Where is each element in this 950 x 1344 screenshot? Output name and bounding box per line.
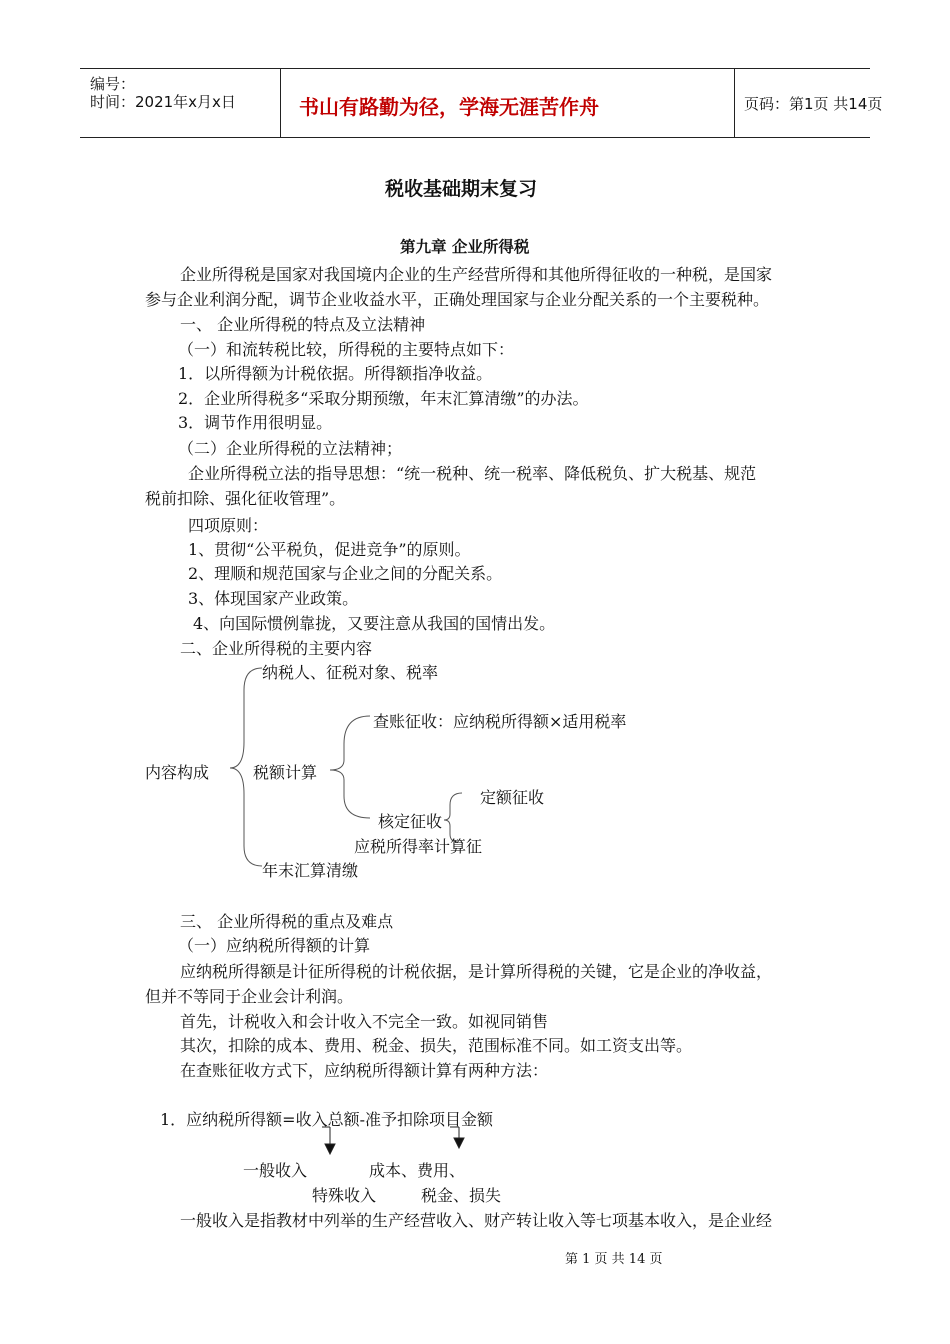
general-income-line: 一般收入是指教材中列举的生产经营收入、财产转让收入等七项基本收入，是企业经 <box>180 1211 773 1230</box>
guideline-line-2: 税前扣除、强化征收管理”。 <box>145 489 346 508</box>
tree-node-calculation: 税额计算 <box>253 763 318 782</box>
principle-2: 2、理顺和规范国家与企业之间的分配关系。 <box>188 564 503 583</box>
tree-node-taxpayer: 纳税人、征税对象、税率 <box>262 663 439 682</box>
principle-4: 4、向国际惯例靠拢，又要注意从我国的国情出发。 <box>193 614 556 633</box>
formula-main: 1．应纳税所得额=收入总额-准予扣除项目金额 <box>160 1110 493 1129</box>
number-label: 编号： <box>90 75 136 93</box>
tree-root: 内容构成 <box>145 763 210 782</box>
income-special: 特殊收入 <box>312 1186 377 1205</box>
subsection-3-1: （一）应纳税所得额的计算 <box>178 936 371 955</box>
tree-node-assessed: 核定征收 <box>378 812 443 831</box>
feature-3: 3．调节作用很明显。 <box>178 413 333 432</box>
methods-intro: 在查账征收方式下，应纳税所得额计算有两种方法： <box>180 1061 549 1080</box>
tree-node-audit: 查账征收：应纳税所得额×适用税率 <box>373 712 627 731</box>
arrow-2-head <box>454 1138 464 1148</box>
principles-label: 四项原则： <box>188 516 269 535</box>
arrow-1-head <box>325 1144 335 1154</box>
section-2-heading: 二、企业所得税的主要内容 <box>180 639 373 658</box>
deduction-tax: 税金、损失 <box>421 1186 502 1205</box>
date-label: 时间：2021年x月x日 <box>90 93 236 111</box>
feature-1: 1．以所得额为计税依据。所得额指净收益。 <box>178 364 493 383</box>
intro-line-2: 参与企业利润分配，调节企业收益水平，正确处理国家与企业分配关系的一个主要税种。 <box>145 290 770 309</box>
document-title: 税收基础期末复习 <box>385 178 538 200</box>
motto-text: 书山有路勤为径，学海无涯苦作舟 <box>299 95 599 119</box>
page-info: 页码：第1页 共14页 <box>744 95 883 113</box>
intro-line-1: 企业所得税是国家对我国境内企业的生产经营所得和其他所得征收的一种税，是国家 <box>180 265 773 284</box>
tree-node-fixed: 定额征收 <box>480 788 545 807</box>
income-general: 一般收入 <box>243 1161 308 1180</box>
feature-2: 2．企业所得税多“采取分期预缴，年末汇算清缴”的办法。 <box>178 389 589 408</box>
subsection-1-1: （一）和流转税比较，所得税的主要特点如下： <box>178 340 515 359</box>
page-footer: 第 1 页 共 14 页 <box>565 1252 663 1267</box>
taxable-income-line-1: 应纳税所得额是计征所得税的计税依据，是计算所得税的关键，它是企业的净收益， <box>180 962 773 981</box>
first-point: 首先，计税收入和会计收入不完全一致。如视同销售 <box>180 1012 549 1031</box>
principle-3: 3、体现国家产业政策。 <box>188 589 359 608</box>
section-1-heading: 一、 企业所得税的特点及立法精神 <box>180 315 426 334</box>
second-point: 其次，扣除的成本、费用、税金、损失，范围标准不同。如工资支出等。 <box>180 1036 693 1055</box>
guideline-line-1: 企业所得税立法的指导思想：“统一税种、统一税率、降低税负、扩大税基、规范 <box>188 464 757 483</box>
tree-node-rate: 应税所得率计算征 <box>354 837 483 856</box>
section-3-heading: 三、 企业所得税的重点及难点 <box>180 912 394 931</box>
tree-node-settlement: 年末汇算清缴 <box>262 861 359 880</box>
subsection-1-2: （二）企业所得税的立法精神； <box>178 439 403 458</box>
taxable-income-line-2: 但并不等同于企业会计利润。 <box>145 987 354 1006</box>
chapter-title: 第九章 企业所得税 <box>400 237 530 256</box>
deduction-cost: 成本、费用、 <box>369 1161 466 1180</box>
principle-1: 1、贯彻“公平税负，促进竞争”的原则。 <box>188 540 471 559</box>
